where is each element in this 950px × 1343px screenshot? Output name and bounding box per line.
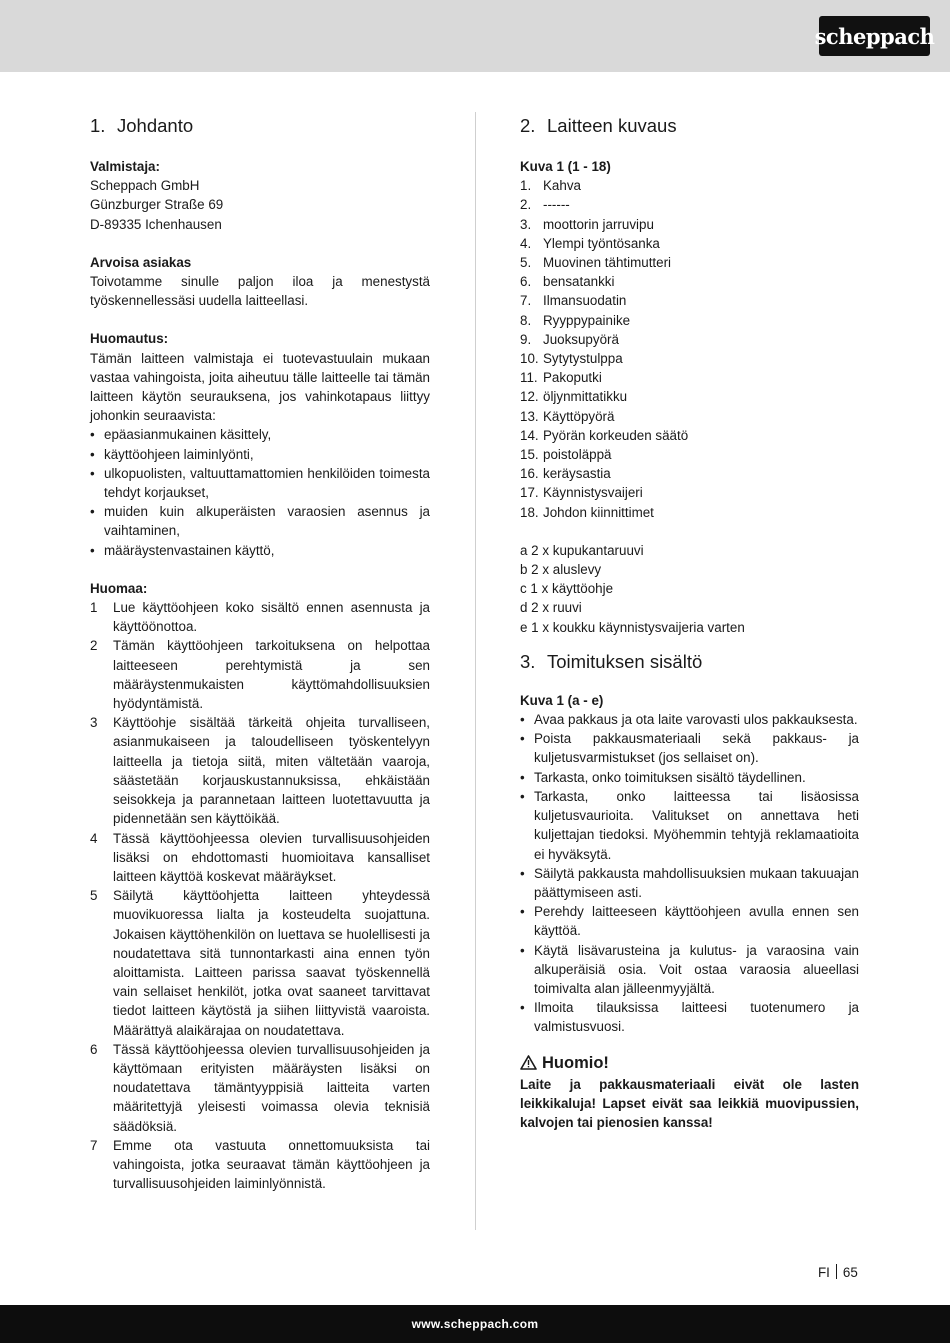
item-number: 4 — [90, 830, 98, 846]
note-heading: Huomaa: — [90, 580, 148, 596]
section-title: Toimituksen sisältö — [547, 650, 703, 672]
item-text: Sytytystulppa — [543, 351, 623, 367]
item-text: Pyörän korkeuden säätö — [543, 427, 689, 443]
list-item — [520, 291, 859, 310]
accessories-list — [520, 541, 859, 637]
page-number — [818, 1264, 858, 1280]
left-column — [90, 112, 430, 1193]
item-text: Lue käyttöohjeen koko sisältö ennen asennusta ja käyttöönottoa. — [113, 600, 430, 635]
item-text: Käynnistysvaijeri — [543, 485, 643, 501]
section-heading-device-description — [520, 112, 859, 140]
customer-text: Toivotamme sinulle paljon iloa ja menestystä työskennellessäsi uudella laitteellasi. — [90, 274, 430, 309]
item-number: 5 — [90, 888, 98, 904]
section-number: 2. — [520, 115, 536, 136]
item-number: 14. — [520, 427, 539, 443]
list-item: a 2 x kupukantaruuvi — [520, 542, 644, 558]
item-text: Tämän käyttöohjeen tarkoituksena on helpottaa laitteeseen perehtymistä ja sen määräystenmukaisten käyttömahdollisuuksien hyödyntämistä. — [113, 638, 430, 712]
list-item — [520, 234, 859, 253]
page-number-value: 65 — [842, 1265, 858, 1280]
item-text: bensatankki — [543, 274, 615, 290]
column-divider — [475, 112, 476, 1230]
item-text: Tässä käyttöohjeessa olevien turvallisuusohjeiden ja käyttömaan erityisten määräysten lisäksi on noudatettava tämäntyyppisiä laitteita varten määritettyjä yleisesti voimassa olevia teknisiä säädöksiä. — [113, 1041, 430, 1134]
list-item — [520, 387, 859, 406]
item-number: 10. — [520, 351, 539, 367]
warning-heading — [520, 1051, 859, 1075]
footer-bar — [0, 1305, 950, 1343]
address-line: Scheppach GmbH — [90, 178, 200, 194]
item-number: 5. — [520, 255, 532, 271]
list-item: • Poista pakkausmateriaali sekä pakkaus- ja kuljetusvarmistukset (jos sellaiset on). — [520, 729, 859, 767]
item-text: Käyttöpyörä — [543, 408, 615, 424]
list-item — [520, 311, 859, 330]
section-number: 1. — [90, 115, 106, 136]
section-title: Johdanto — [117, 115, 194, 136]
list-item — [90, 1040, 430, 1136]
item-number: 11. — [520, 370, 538, 386]
list-item — [520, 330, 859, 349]
section-heading-delivery-contents — [520, 648, 859, 676]
address-line: D-89335 Ichenhausen — [90, 216, 222, 232]
list-item — [520, 503, 859, 522]
section-number: 3. — [520, 650, 536, 672]
item-text: Ilmansuodatin — [543, 293, 627, 309]
item-number: 9. — [520, 331, 532, 347]
list-item: • määräystenvastainen käyttö, — [90, 541, 430, 560]
item-number: 1. — [520, 178, 532, 194]
item-text: poistoläppä — [543, 447, 612, 463]
list-item: • käyttöohjeen laiminlyönti, — [90, 445, 430, 464]
item-text: ------ — [543, 197, 570, 213]
delivery-list — [520, 710, 859, 1036]
item-text: Muovinen tähtimutteri — [543, 255, 672, 271]
item-number: 17. — [520, 485, 539, 501]
note-list — [90, 598, 430, 1193]
item-text: Kahva — [543, 178, 581, 194]
list-item: • Ilmoita tilauksissa laitteesi tuotenumero ja valmistusvuosi. — [520, 998, 859, 1036]
item-text: öljynmittatikku — [543, 389, 628, 405]
warning-triangle-icon — [520, 1055, 537, 1070]
item-number: 2 — [90, 638, 98, 654]
list-item — [90, 886, 430, 1040]
item-number: 16. — [520, 466, 539, 482]
list-item — [520, 272, 859, 291]
list-item — [520, 445, 859, 464]
list-item: b 2 x aluslevy — [520, 562, 602, 578]
item-number: 13. — [520, 408, 539, 424]
item-number: 4. — [520, 235, 532, 251]
item-text: Johdon kiinnittimet — [543, 504, 654, 520]
list-item — [520, 253, 859, 272]
list-item — [90, 598, 430, 636]
list-item — [520, 483, 859, 502]
item-text: Juoksupyörä — [543, 331, 619, 347]
item-number: 18. — [520, 504, 539, 520]
section-title: Laitteen kuvaus — [547, 115, 677, 136]
list-item: • muiden kuin alkuperäisten varaosien asennus ja vaihtaminen, — [90, 502, 430, 540]
item-number: 6. — [520, 274, 532, 290]
list-item — [90, 636, 430, 713]
notice-heading: Huomautus: — [90, 331, 169, 347]
manufacturer-heading: Valmistaja: — [90, 159, 160, 174]
notice-text: Tämän laitteen valmistaja ei tuotevastuulain mukaan vastaa vahingoista, joita aiheutuu tälle laitteelle tai tämän laitteen käytön seurauksena, jos vahinkotapaus liittyy johonkin seuraavista: — [90, 350, 430, 424]
list-item — [520, 349, 859, 368]
item-text: keräysastia — [543, 466, 611, 482]
list-item — [520, 195, 859, 214]
list-item — [520, 426, 859, 445]
section-heading-introduction — [90, 112, 430, 140]
warning-title: Huomio! — [542, 1053, 609, 1072]
figure-heading: Kuva 1 (1 - 18) — [520, 159, 611, 174]
customer-heading: Arvoisa asiakas — [90, 254, 192, 270]
item-number: 7 — [90, 1137, 98, 1153]
list-item — [90, 713, 430, 828]
language-code: FI — [818, 1265, 830, 1280]
footer-url: www.scheppach.com — [411, 1317, 539, 1331]
item-number: 3. — [520, 216, 532, 232]
list-item: • Tarkasta, onko toimituksen sisältö täydellinen. — [520, 768, 859, 787]
list-item: c 1 x käyttöohje — [520, 581, 614, 597]
item-text: Ryyppypainike — [543, 312, 631, 328]
item-number: 15. — [520, 447, 539, 463]
item-number: 1 — [90, 600, 98, 616]
list-item: e 1 x koukku käynnistysvaijeria varten — [520, 619, 745, 635]
list-item — [520, 215, 859, 234]
item-text: Emme ota vastuuta onnettomuuksista tai vahingoista, jotka seuraavat tämän käyttöohjeen ja turvallisuusohjeiden laiminlyönnistä. — [113, 1137, 430, 1192]
list-item — [520, 368, 859, 387]
item-number: 2. — [520, 197, 532, 213]
list-item — [90, 1136, 430, 1194]
item-text: Tässä käyttöohjeessa olevien turvallisuusohjeiden lisäksi on ehdottomasti huomioitava kansalliset laitteen käyttöä koskevat määräykset. — [113, 830, 430, 884]
list-item: • Käytä lisävarusteina ja kulutus- ja varaosina vain alkuperäisiä osia. Voit ostaa varaosia alueellasi toimivalta alan jälleenmyyjältä. — [520, 941, 859, 999]
item-number: 3 — [90, 715, 98, 731]
list-item — [520, 464, 859, 483]
warning-text: Laite ja pakkausmateriaali eivät ole lasten leikkikaluja! Lapset eivät saa leikkiä muovipussien, kalvojen tai pienosien kanssa! — [520, 1076, 859, 1130]
list-item — [520, 407, 859, 426]
parts-list — [520, 176, 859, 522]
list-item: • Tarkasta, onko laitteessa tai lisäosissa kuljetusvaurioita. Valitukset on annettava heti kuljettajan tiedoksi. Myöhemmin tehtyjä reklamaatioita ei hyväksytä. — [520, 787, 859, 864]
list-item: • ulkopuolisten, valtuuttamattomien henkilöiden toimesta tehdyt korjaukset, — [90, 464, 430, 502]
figure-heading: Kuva 1 (a - e) — [520, 692, 604, 708]
item-number: 7. — [520, 293, 532, 309]
list-item: • Säilytä pakkausta mahdollisuuksien mukaan takuuajan päättymiseen asti. — [520, 864, 859, 902]
list-item — [520, 176, 859, 195]
list-item: • epäasianmukainen käsittely, — [90, 425, 430, 444]
list-item: • Avaa pakkaus ja ota laite varovasti ulos pakkauksesta. — [520, 710, 859, 729]
item-number: 8. — [520, 312, 532, 328]
item-text: Ylempi työntösanka — [543, 235, 660, 251]
item-text: Säilytä käyttöohjetta laitteen yhteydessä muovikuoressa lialta ja kosteudelta suojattuna. Jokaisen käyttöhenkilön on luettava se huolellisesti ja noudatettava sitä tunnontarkasti aina ennen työn aloittamista. Laitteen parissa saavat työskennellä vain sellaiset henkilöt, jotka ovat saaneet tarvittavat tiedot laitteen käytöstä ja siihen liittyvistä vaaroista. Määrättyä alaikärajaa on noudatettava. — [113, 888, 430, 1038]
right-column — [520, 112, 859, 1132]
list-item: d 2 x ruuvi — [520, 600, 582, 616]
scheppach-logo: scheppach — [819, 16, 930, 56]
list-item — [90, 829, 430, 887]
header-bar — [0, 0, 950, 72]
item-number: 6 — [90, 1041, 98, 1057]
address-line: Günzburger Straße 69 — [90, 197, 224, 213]
list-item: • Perehdy laitteeseen käyttöohjeen avulla ennen sen käyttöä. — [520, 902, 859, 940]
item-number: 12. — [520, 389, 539, 405]
item-text: moottorin jarruvipu — [543, 216, 654, 232]
item-text: Pakoputki — [543, 370, 602, 386]
manufacturer-address — [90, 176, 430, 234]
notice-list — [90, 425, 430, 559]
item-text: Käyttöohje sisältää tärkeitä ohjeita turvalliseen, asianmukaiseen ja taloudelliseen työskentelyyn laitteella ja tietoja siitä, miten vältetään vaaroja, säästetään korjauskustannuksissa, ehkäistään seisokkeja ja parannetaan laitteen luotettavuutta ja pidennetään sen käyttöikää. — [113, 715, 430, 827]
